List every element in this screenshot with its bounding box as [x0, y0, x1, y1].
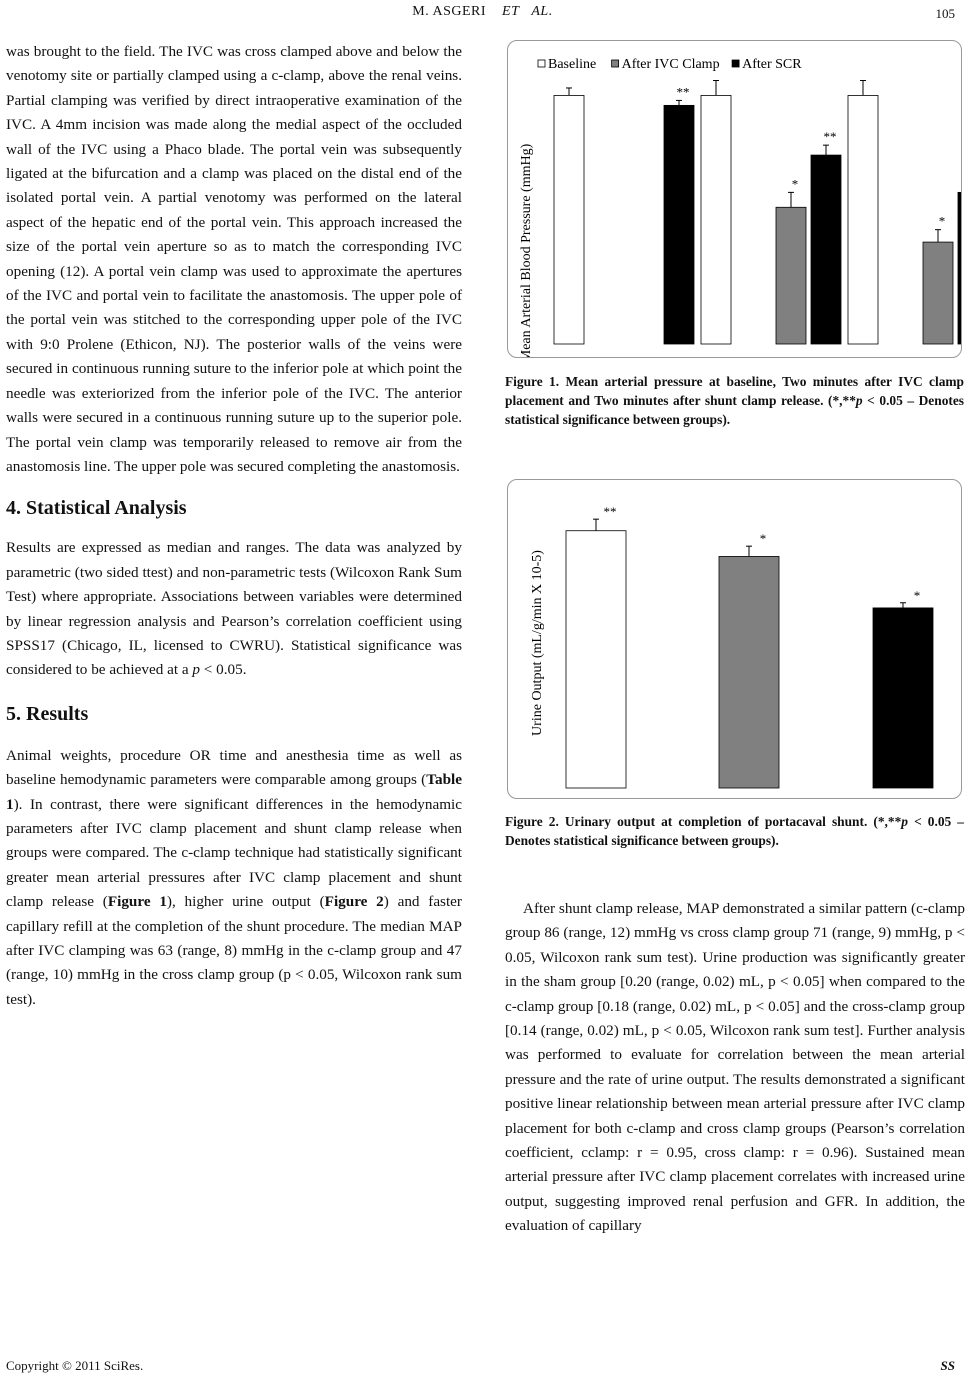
left-column: [6, 40, 462, 1012]
stat-text-b: < 0.05.: [199, 661, 247, 679]
stat-text-a: Results are expressed as median and ranges. The data was analyzed by parametric (two sided ttest) and non-parametric tests (Wilcoxon Rank Sum Test) where appropriate. Associations between variables were determined by linear regression analysis and Pearson’s correlation coefficient using SPSS17 (Chicago, IL, licensed to CWRU). Statistical significance was considered to be achieved at a: [6, 539, 462, 679]
header-etal-1: ET: [502, 4, 520, 19]
figure-2-chart: [507, 479, 962, 799]
y-axis-label: Mean Arterial Blood Pressure (mmHg): [519, 143, 534, 357]
p-value-italic: p: [192, 661, 200, 679]
bar-0-2: [848, 95, 878, 344]
sig-mark-1-1: *: [791, 176, 799, 192]
figure-2-link[interactable]: Figure 2: [324, 893, 384, 911]
figure-1-caption: [505, 372, 964, 429]
sig-mark-2-1: **: [823, 129, 837, 145]
bar-2-1: [811, 155, 841, 344]
paragraph-statistics: [6, 536, 462, 682]
figure-1-link[interactable]: Figure 1: [107, 893, 167, 911]
bar-1-2: [923, 242, 953, 344]
figure-1-caption-b: < 0.05 – Denotes statistical significance between groups).: [505, 393, 964, 427]
paragraph-methods: was brought to the field. The IVC was cross clamped above and below the venotomy site or partially clamped using a c-clamp, above the renal veins. Partial clamping was verified by direct intraoperative examination of the IVC. A 4mm incision was made along the medial aspect of the occluded wall of the IVC using a Phaco blade. The portal vein was subsequently ligated at the bifurcation and a clamp was placed on the distal end of the isolated portal vein. A partial venotomy was performed on the lateral aspect of the hepatic end of the portal vein. This approach increased the size of the portal vein aperture so as to match the corresponding IVC opening (12). A portal vein clamp was used to approximate the apertures of the IVC and portal vein to facilitate the anastomosis. The upper pole of the portal vein was stitched to the corresponding upper pole of the IVC with 9:0 Prolene (Ethicon, NJ). The posterior walls of the veins were secured in continuous running suture to the inferior pole at which point the needle was exteriorized from the inferior pole of the IVC. The anterior walls were secured in a continuous running suture up to the superior pole. The portal vein clamp was temporarily released to remove air from the anastomosis line. The upper pole was secured completing the anastomosis.: [6, 43, 462, 475]
figure-1-caption-p: p: [855, 393, 863, 408]
figure-1-caption-a: Figure 1. Mean arterial pressure at baseline, Two minutes after IVC clamp placement and Two minutes after shunt clamp release. (*,**: [505, 374, 964, 408]
paragraph-results: [6, 744, 462, 1012]
table-1-link[interactable]: Table 1: [6, 771, 462, 813]
bar-0-1: [701, 95, 731, 344]
legend-swatch-2: [732, 60, 739, 67]
y-axis-label: Urine Output (mL/g/min X 10-5): [530, 550, 545, 736]
legend-label-2: After SCR: [742, 57, 802, 72]
journal-abbrev: SS: [940, 1358, 955, 1373]
header-etal-2: AL.: [531, 4, 553, 19]
legend-swatch-1: [612, 60, 619, 67]
sig-mark-1-2: *: [938, 213, 946, 229]
section-heading-statistical-analysis: 4. Statistical Analysis: [6, 497, 187, 520]
bar-0: [566, 531, 626, 788]
paragraph-results-continued: After shunt clamp release, MAP demonstrated a similar pattern (c-clamp group 86 (range, 12) mmHg vs cross clamp group 71 (range, 9) mmHg, p < 0.05, Wilcoxon rank sum test). Urine production was significantly greater in the sham group [0.20 (range, 0.02) mL, p < 0.05] when compared to the c-clamp group [0.18 (range, 0.02) mL, p < 0.05] and the cross-clamp group [0.14 (range, 0.02) mL, p < 0.05, Wilcoxon rank sum test]. Further analysis was performed to evaluate for correlation between the mean arterial pressure and the rate of urine output. The results demonstrated a significant positive linear relationship between mean arterial pressure after IVC clamp placement for both c-clamp and cross clamp groups (Pearson’s correlation coefficient, cclamp: r = 0.95, cross clamp: r = 0.96). Sustained mean arterial pressure after IVC clamp placement correlates with increased urine output, suggesting improved renal perfusion and GFR. In addition, the evaluation of capillary: [505, 900, 965, 1235]
sig-mark-1: *: [759, 531, 767, 547]
copyright-notice: Copyright © 2011 SciRes.: [6, 1358, 144, 1373]
legend-label-0: Baseline: [548, 57, 597, 72]
figure-1-svg: [508, 41, 961, 357]
page-number: 105: [935, 6, 955, 21]
results-text-a: Animal weights, procedure OR time and anesthesia time as well as baseline hemodynamic parameters were comparable among groups (: [6, 746, 462, 789]
running-header: [0, 4, 965, 20]
bar-2-0: [664, 105, 694, 344]
bar-2-2: [958, 192, 961, 344]
figure-2-caption-b: < 0.05 – Denotes statistical significance between groups).: [505, 814, 964, 848]
sig-mark-2: *: [913, 587, 921, 603]
section-heading-results: 5. Results: [6, 702, 89, 725]
results-text-c: ), higher urine output (: [166, 893, 325, 911]
sig-mark-0: **: [603, 504, 617, 520]
bar-1-1: [776, 207, 806, 344]
figure-2-caption: [505, 812, 964, 850]
bar-0-0: [554, 95, 584, 344]
sig-mark-2-0: **: [676, 84, 690, 100]
results-text-d: ) and faster capillary refill at the completion of the shunt procedure. The median MAP after IVC clamping was 63 (range, 8) mmHg in the c-clamp group and 47 (range, 10) mmHg in the cross clamp group (p < 0.05, Wilcoxon rank sum test).: [6, 893, 462, 1008]
figure-2-caption-p: p: [901, 814, 908, 829]
legend-swatch-0: [538, 60, 545, 67]
header-author: M. ASGERI: [412, 4, 487, 19]
figure-2-svg: [508, 480, 961, 798]
figure-2-caption-a: Figure 2. Urinary output at completion of portacaval shunt. (*,**: [505, 814, 902, 829]
results-text-b: ). In contrast, there were significant differences in the hemodynamic parameters after IVC clamp placement and shunt clamp release when groups were compared. The c-clamp technique had statistically significant greater mean arterial pressures after IVC clamp placement and shunt clamp release (: [6, 795, 462, 911]
right-column-text: [505, 897, 965, 1239]
legend-label-1: After IVC Clamp: [621, 57, 720, 72]
figure-1-chart: [507, 40, 962, 358]
bar-1: [719, 556, 779, 788]
bar-2: [873, 608, 933, 788]
